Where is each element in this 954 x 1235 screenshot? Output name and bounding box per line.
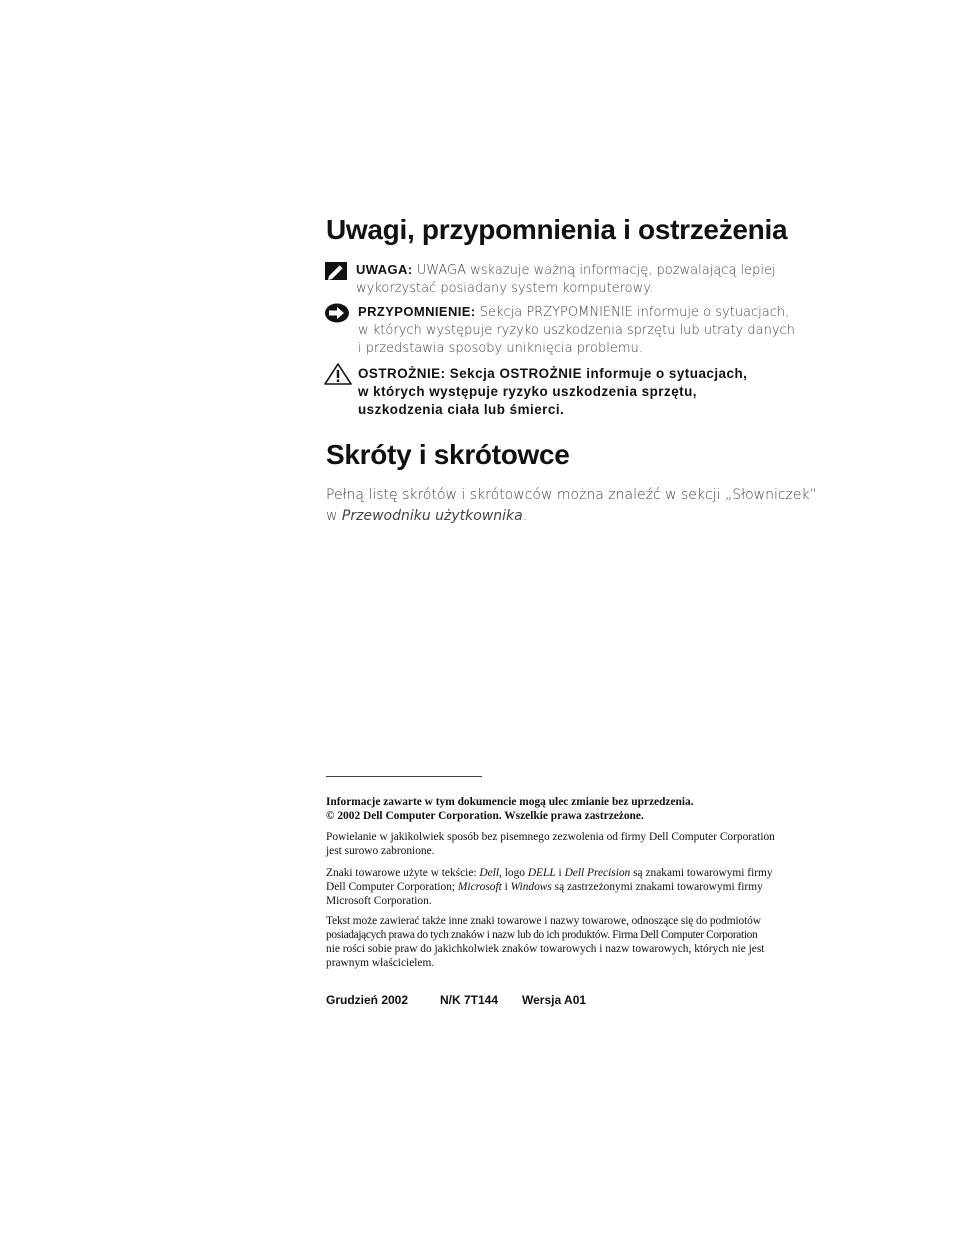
document-footer [326,993,586,1007]
legal-line: Powielanie w jakikolwiek sposób bez pisemnego zezwolenia od firmy Dell Computer Corporation [326,831,775,843]
trademark-dell: Dell [479,867,500,879]
note-text: wykorzystać posiadany system komputerowy. [356,281,654,296]
trademark-microsoft: Microsoft [457,881,502,893]
legal-line: Microsoft Corporation. [326,895,432,907]
part-number: N/K 7T144 [440,993,499,1007]
trademark-windows: Windows [510,881,552,893]
note-text: UWAGA wskazuje ważną informację, pozwalającą lepiej [416,263,776,278]
legal-text: i [501,881,511,893]
caution-text: w których występuje ryzyko uszkodzenia sprzętu, [358,384,698,399]
legal-line: Tekst może zawierać także inne znaki towarowe i nazwy towarowe, odnoszące się do podmiotów [326,915,761,927]
legal-line: Informacje zawarte w tym dokumencie mogą ulec zmianie bez uprzedzenia. [326,796,694,808]
abbreviations-text: . [522,508,528,524]
abbreviations-text: w [326,508,342,524]
legal-line: prawnym właścicielem. [326,957,435,969]
section-title-abbreviations: Skróty i skrótowce [326,439,570,470]
trademark-dell-logo: DELL [527,867,556,879]
section-title-notes: Uwagi, przypomnienia i ostrzeżenia [326,214,788,245]
legal-text: są znakami towarowymi firmy [630,867,773,879]
notice-text: Sekcja PRZYPOMNIENIE informuje o sytuacjach, [479,305,790,320]
legal-text: i [555,867,565,879]
notice-text: w których występuje ryzyko uszkodzenia sprzętu lub utraty danych [358,323,795,338]
pencil-note-icon [324,261,348,286]
legal-other-trademarks [326,914,816,970]
publication-date: Grudzień 2002 [326,993,409,1007]
notice-arrow-icon [324,303,350,330]
caution-text: uszkodzenia ciała lub śmierci. [358,402,565,417]
caution-text: OSTROŻNIE: Sekcja OSTROŻNIE informuje o sytuacjach, [358,366,748,381]
version: Wersja A01 [522,993,587,1007]
legal-text: Dell Computer Corporation; [326,881,458,893]
copyright-line: © 2002 Dell Computer Corporation. Wszelkie prawa zastrzeżone. [326,810,644,822]
legal-notice-bold [326,795,816,823]
legal-text: Znaki towarowe użyte w tekście: [326,867,480,879]
notice-label: PRZYPOMNIENIE: [358,304,476,319]
legal-trademarks [326,866,816,908]
legal-line: posiadających prawa do tych znaków i nazw lub do ich produktów. Firma Dell Computer Corporation [326,929,758,941]
legal-text: , logo [499,867,528,879]
notice-text: i przedstawia sposoby uniknięcia problemu. [358,341,643,356]
abbreviations-text: Pełną listę skrótów i skrótowców można znaleźć w sekcji „Słowniczek” [326,487,817,503]
legal-reproduction [326,830,816,858]
abbreviations-paragraph [326,485,817,527]
note-label: UWAGA: [356,262,413,277]
warning-triangle-icon [324,362,352,391]
legal-line: jest surowo zabronione. [326,845,435,857]
trademark-dell-precision: Dell Precision [564,867,631,879]
legal-line: nie rości sobie praw do jakichkolwiek znaków towarowych i nazw towarowych, których nie jest [326,943,765,955]
user-guide-reference: Przewodniku użytkownika [341,508,523,524]
legal-text: są zastrzeżonymi znakami towarowymi firmy [551,881,763,893]
divider [326,776,482,777]
